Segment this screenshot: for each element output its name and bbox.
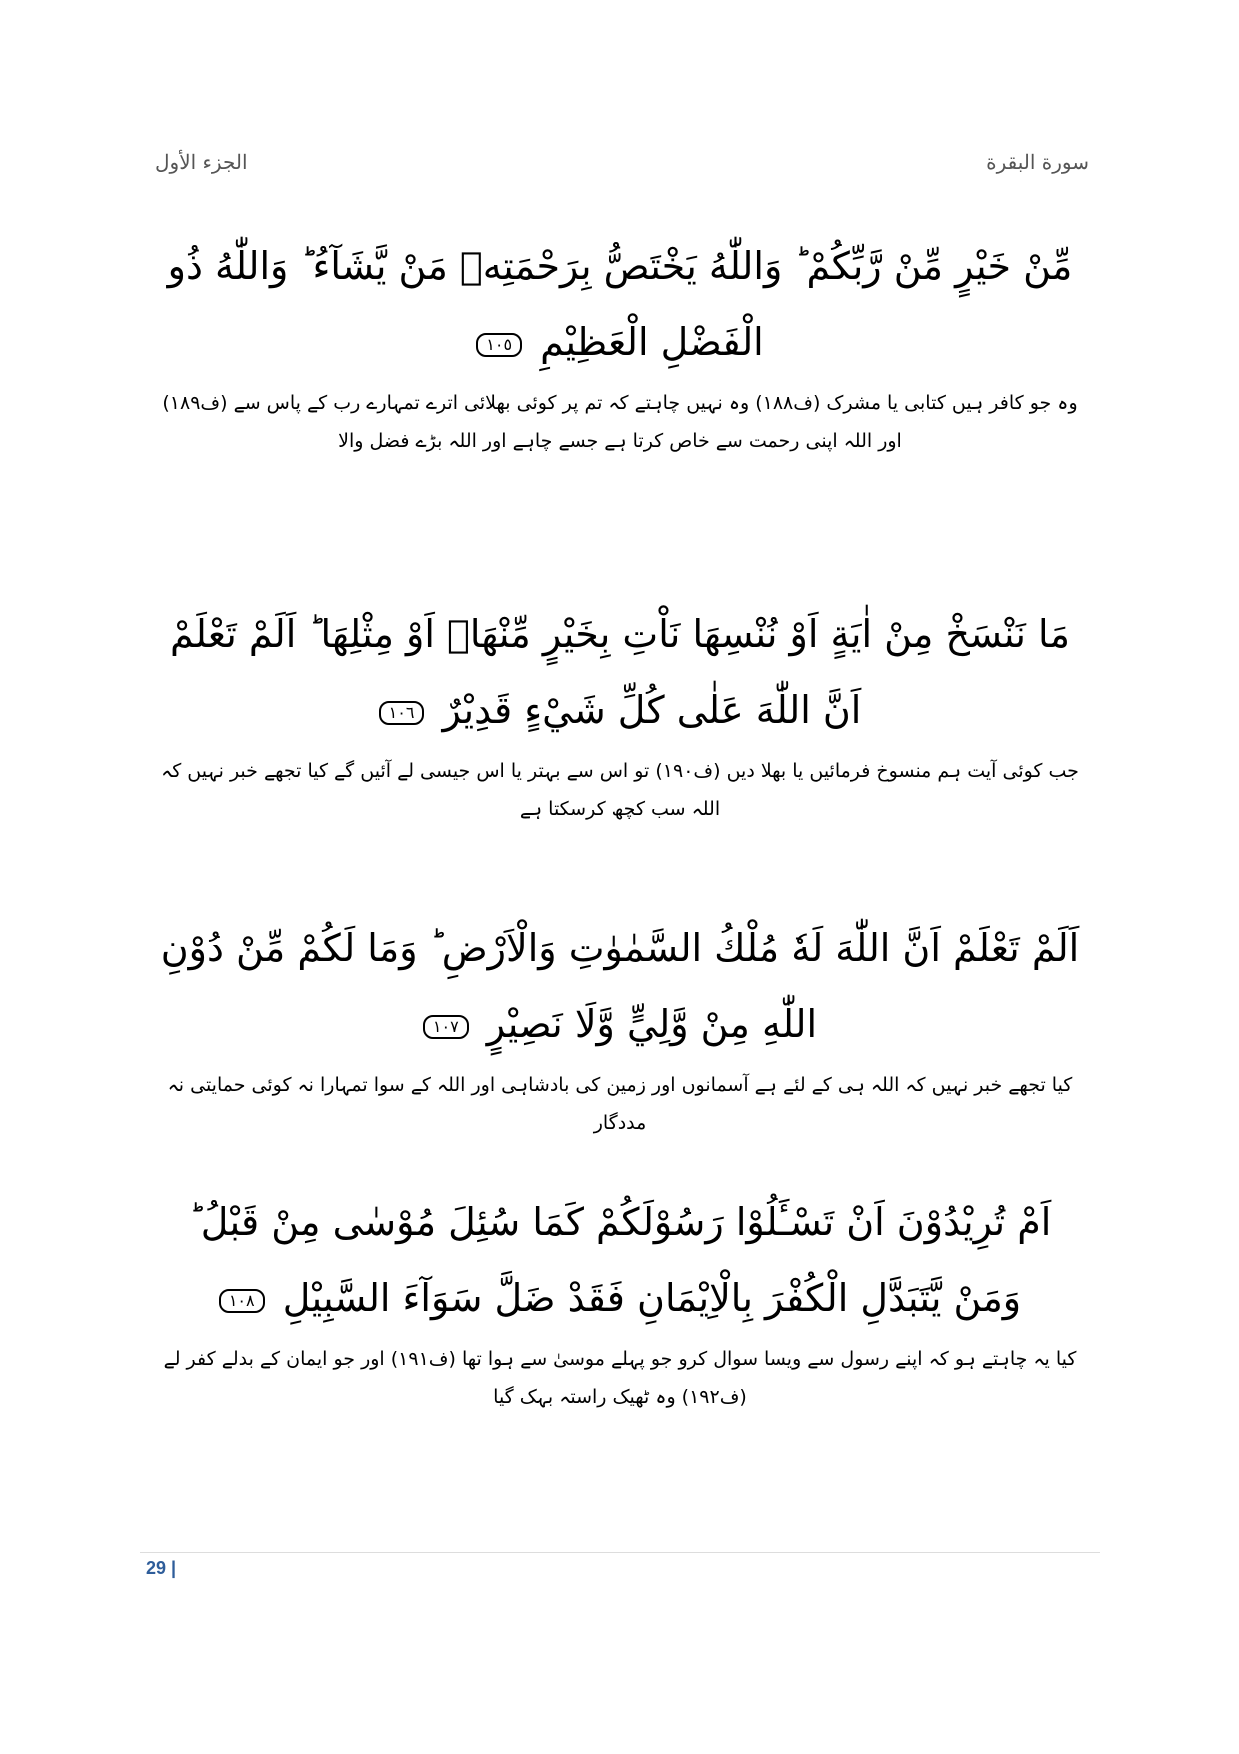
verse-arabic: اَمْ تُرِيْدُوْنَ اَنْ تَسْـَٔلُوْا رَسُوْلَكُمْ كَمَا سُئِلَ مُوْسٰى مِنْ قَبْلُ ؕ وَمَنْ يَّتَبَدَّلِ الْكُفْرَ بِالْاِيْمَانِ فَقَدْ ضَلَّ سَوَآءَ السَّبِيْلِ ١٠٨: [188, 1200, 1052, 1320]
surah-header: سورة البقرة: [986, 150, 1089, 174]
verse-translation: کیا تجھے خبر نہیں کہ اللہ ہی کے لئے ہے آسمانوں اور زمین کی بادشاہی اور اللہ کے سوا تمہارا نہ کوئی حمایتی نہ مددگار: [167, 1074, 1073, 1134]
verse-block: [150, 1184, 1090, 1416]
page-number: 29 |: [146, 1558, 177, 1578]
verse-arabic: مَا نَنْسَخْ مِنْ اٰيَةٍ اَوْ نُنْسِهَا نَاْتِ بِخَيْرٍ مِّنْهَاۤ اَوْ مِثْلِهَا ؕ اَلَمْ تَعْلَمْ اَنَّ اللّٰهَ عَلٰى كُلِّ شَيْءٍ قَدِيْرٌ ١٠٦: [170, 612, 1070, 732]
juz-header: الجزء الأول: [155, 150, 248, 174]
footer-divider: [140, 1552, 1100, 1553]
verse-arabic: مِّنْ خَيْرٍ مِّنْ رَّبِّكُمْ ؕ وَاللّٰهُ يَخْتَصُّ بِرَحْمَتِهٖ مَنْ يَّشَآءُ ؕ وَاللّٰهُ ذُو الْفَضْلِ الْعَظِيْمِ ١٠٥: [167, 244, 1073, 364]
verse-number-marker: ١٠٨: [219, 1289, 265, 1313]
verse-arabic: اَلَمْ تَعْلَمْ اَنَّ اللّٰهَ لَهٗ مُلْكُ السَّمٰوٰتِ وَالْاَرْضِ ؕ وَمَا لَكُمْ مِّنْ دُوْنِ اللّٰهِ مِنْ وَّلِيٍّ وَّلَا نَصِيْرٍ ١٠٧: [160, 926, 1080, 1046]
verse-block: [150, 228, 1090, 460]
verse-number-marker: ١٠٥: [476, 333, 522, 357]
verse-block: [150, 910, 1090, 1142]
verse-block: [150, 596, 1090, 828]
verse-number-marker: ١٠٧: [423, 1015, 469, 1039]
verse-translation: جب کوئی آیت ہم منسوخ فرمائیں یا بھلا دیں (ف۱۹۰) تو اس سے بہتر یا اس جیسی لے آئیں گے کیا تجھے خبر نہیں کہ اللہ سب کچھ کرسکتا ہے: [161, 760, 1079, 820]
verse-number-marker: ١٠٦: [379, 701, 425, 725]
verse-translation: کیا یہ چاہتے ہو کہ اپنے رسول سے ویسا سوال کرو جو پہلے موسیٰ سے ہوا تھا (ف۱۹۱) اور جو ایمان کے بدلے کفر لے (ف۱۹۲) وہ ٹھیک راستہ بہک گیا: [163, 1348, 1077, 1408]
verse-translation: وہ جو کافر ہیں کتابی یا مشرک (ف۱۸۸) وہ نہیں چاہتے کہ تم پر کوئی بھلائی اترے تمہارے رب کے پاس سے (ف۱۸۹) اور اللہ اپنی رحمت سے خاص کرتا ہے جسے چاہے اور اللہ بڑے فضل والا: [162, 392, 1078, 452]
